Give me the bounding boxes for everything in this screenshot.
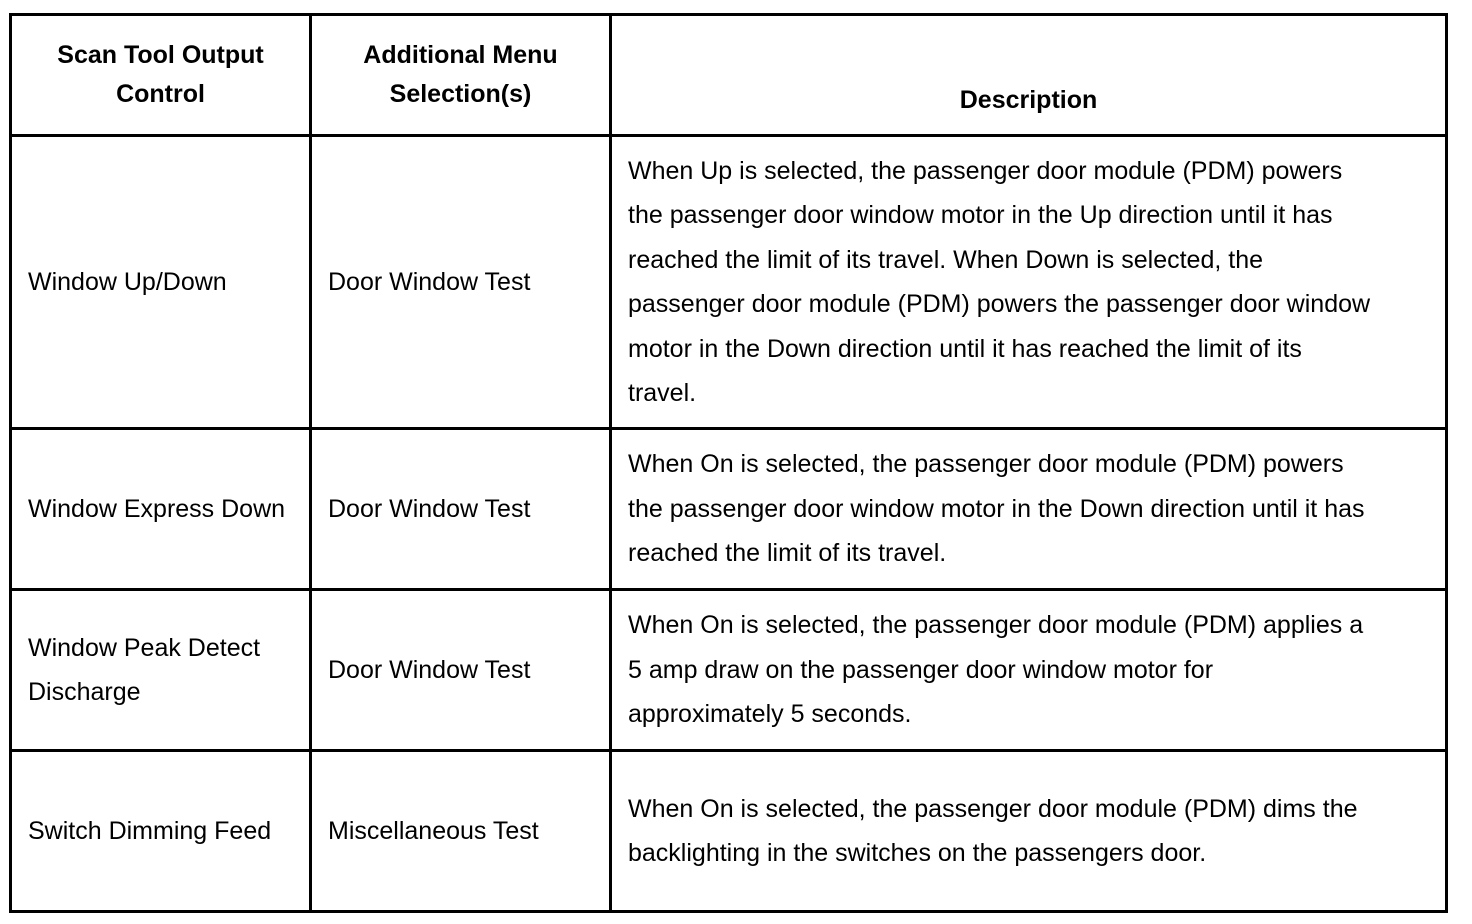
cell-description: When On is selected, the passenger door module (PDM) applies a 5 amp draw on the passenger door window motor for approximately 5 seconds. (611, 590, 1447, 751)
output-control-table (9, 13, 1448, 913)
cell-menu-selection: Door Window Test (311, 136, 611, 429)
header-description (611, 15, 1447, 136)
header-label: Scan Tool Output Control (57, 41, 264, 108)
table-row (11, 136, 1447, 429)
cell-description: When On is selected, the passenger door module (PDM) powers the passenger door window motor in the Down direction until it has reached the limit of its travel. (611, 429, 1447, 590)
header-scan-tool-output-control (11, 15, 311, 136)
table-row (11, 751, 1447, 912)
cell-menu-selection: Door Window Test (311, 590, 611, 751)
cell-control: Window Express Down (11, 429, 311, 590)
cell-control: Switch Dimming Feed (11, 751, 311, 912)
table-header (11, 15, 1447, 136)
header-label: Description (959, 86, 1098, 114)
cell-description: When Up is selected, the passenger door module (PDM) powers the passenger door window motor in the Up direction until it has reached the limit of its travel. When Down is selected, the passenger door module (PDM) powers the passenger door window motor in the Down direction until it has reached the limit of its travel. (611, 136, 1447, 429)
cell-control: Window Up/Down (11, 136, 311, 429)
cell-menu-selection: Miscellaneous Test (311, 751, 611, 912)
header-additional-menu-selections (311, 15, 611, 136)
header-label: Additional Menu Selection(s) (363, 41, 558, 108)
cell-description: When On is selected, the passenger door module (PDM) dims the backlighting in the switches on the passengers door. (611, 751, 1447, 912)
cell-control: Window Peak Detect Discharge (11, 590, 311, 751)
header-row (11, 15, 1447, 136)
table-row (11, 429, 1447, 590)
table-body (11, 136, 1447, 912)
table-row (11, 590, 1447, 751)
cell-menu-selection: Door Window Test (311, 429, 611, 590)
